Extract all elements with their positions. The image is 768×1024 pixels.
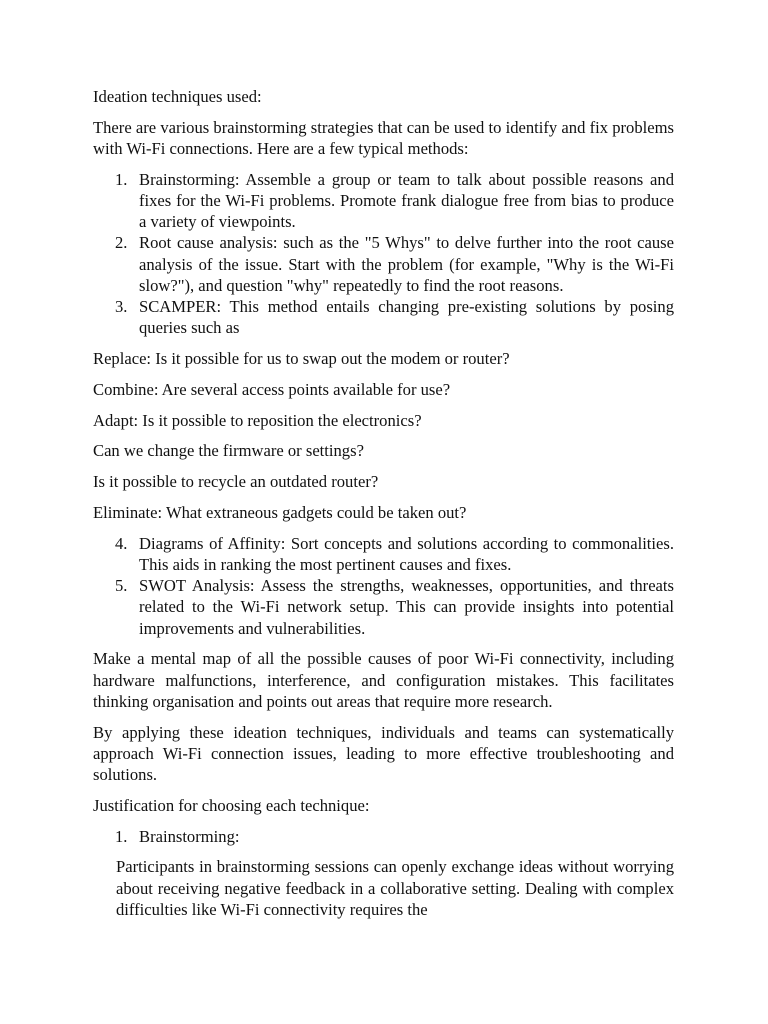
list-item xyxy=(93,826,674,847)
list-number: 1. xyxy=(115,826,128,846)
technique-list-1 xyxy=(93,169,674,339)
section-heading-ideation: Ideation techniques used: xyxy=(93,87,262,106)
mind-map-paragraph: Make a mental map of all the possible causes of poor Wi-Fi connectivity, including hardware malfunctions, interference, and configuration mistakes. This facilitates thinking organisation and points out areas that require more research. xyxy=(93,649,674,711)
scamper-modify: Can we change the firmware or settings? xyxy=(93,441,364,461)
list-item-text: SCAMPER: This method entails changing pre-existing solutions by posing queries such as xyxy=(139,297,674,338)
scamper-eliminate: Eliminate: What extraneous gadgets could be taken out? xyxy=(93,503,467,522)
brainstorming-justification-paragraph: Participants in brainstorming sessions can openly exchange ideas without worrying about receiving negative feedback in a collaborative setting. Dealing with complex difficulties like Wi-Fi connectivity requires the xyxy=(116,857,674,919)
scamper-adapt: Adapt: Is it possible to reposition the electronics? xyxy=(93,410,422,430)
list-item xyxy=(93,169,674,233)
list-number: 1. xyxy=(115,169,128,189)
technique-list-2 xyxy=(93,533,674,639)
list-item-text: Brainstorming: Assemble a group or team to talk about possible reasons and fixes for the Wi-Fi problems. Promote frank dialogue free from bias to produce a variety of viewpoints. xyxy=(139,169,674,232)
list-number: 5. xyxy=(115,576,128,596)
list-item xyxy=(93,232,674,296)
justification-heading: Justification for choosing each technique: xyxy=(93,795,370,815)
conclusion-paragraph: By applying these ideation techniques, individuals and teams can systematically approach Wi-Fi connection issues, leading to more effective troubleshooting and solutions. xyxy=(93,722,674,785)
list-number: 3. xyxy=(115,297,128,317)
document-page xyxy=(93,86,674,920)
list-item-text: SWOT Analysis: Assess the strengths, weaknesses, opportunities, and threats related to the Wi-Fi network setup. This can provide insights into potential improvements and vulnerabilities. xyxy=(139,576,674,638)
justification-list xyxy=(93,826,674,847)
scamper-combine: Combine: Are several access points available for use? xyxy=(93,379,451,399)
list-number: 4. xyxy=(115,533,128,553)
list-item-text: Diagrams of Affinity: Sort concepts and solutions according to commonalities. This aids in ranking the most pertinent causes and fixes. xyxy=(139,533,674,574)
list-item xyxy=(93,533,674,575)
scamper-replace: Replace: Is it possible for us to swap out the modem or router? xyxy=(93,349,510,369)
list-item-text: Brainstorming: xyxy=(139,826,240,846)
list-item-text: Root cause analysis: such as the "5 Whys" to delve further into the root cause analysis of the issue. Start with the problem (for example, "Why is the Wi-Fi slow?"), and question "why" repeatedly to find the root reasons. xyxy=(139,233,674,295)
intro-paragraph: There are various brainstorming strategies that can be used to identify and fix problems with Wi-Fi connections. Here are a few typical methods: xyxy=(93,117,674,158)
scamper-recycle: Is it possible to recycle an outdated router? xyxy=(93,472,379,492)
list-number: 2. xyxy=(115,233,128,253)
list-item xyxy=(93,296,674,338)
list-item xyxy=(93,575,674,639)
